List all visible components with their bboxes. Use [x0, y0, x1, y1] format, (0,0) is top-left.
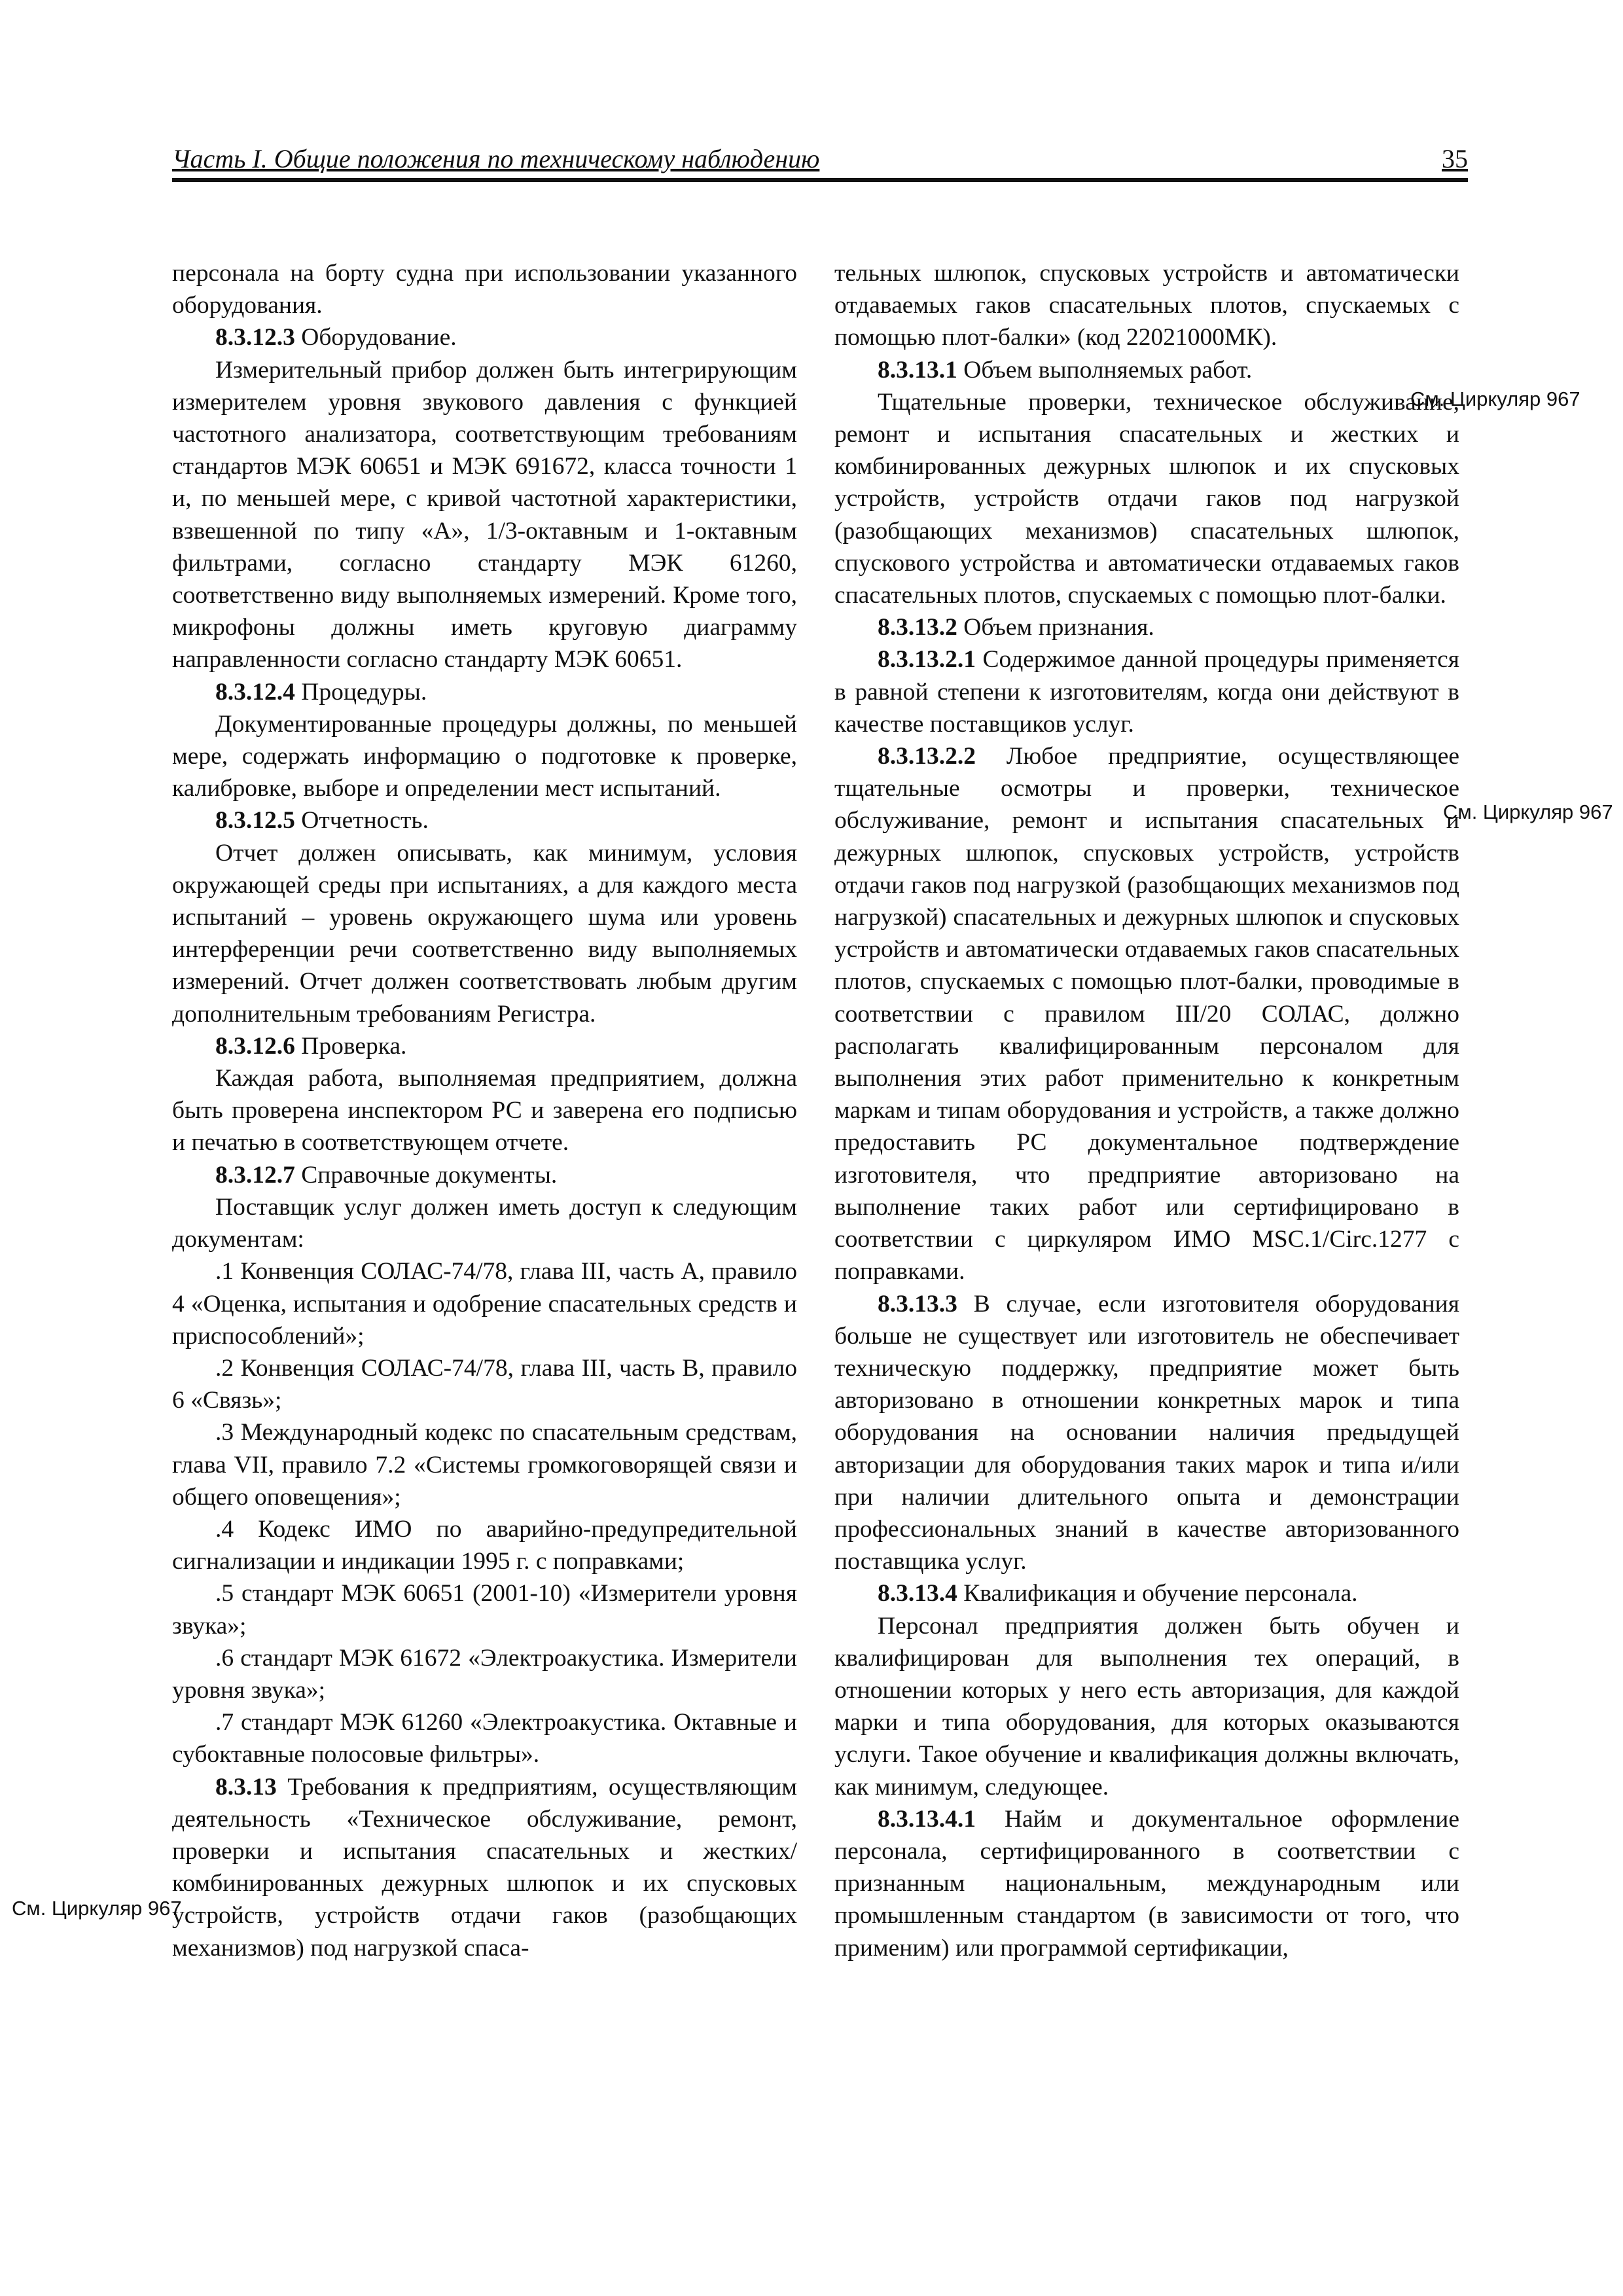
list-item: .4 Кодекс ИМО по аварийно-предупредительной сигнализации и индикации 1995 г. с поправками; [172, 1515, 797, 1575]
paragraph: Документированные процедуры должны, по меньшей мере, содержать информацию о подготовке к проверке, калибровке, выборе и определении мест испытаний. [172, 710, 797, 802]
running-header [172, 145, 1468, 182]
section-title: Требования к предприятиям, осуществляющим деятельность «Техническое обслуживание, ремонт, проверки и испытания спасательных и жестких/комбинированных дежурных шлюпок и их спусковых устройств, устройств отдачи гаков (разобщающих механизмов) под нагрузкой спаса- [172, 1773, 797, 1962]
section-number: 8.3.12.5 [215, 807, 295, 834]
section-title: Объем признания. [957, 614, 1154, 641]
margin-note-circular: См. Циркуляр 967 [1410, 387, 1580, 410]
paragraph: Тщательные проверки, техническое обслуживание, ремонт и испытания спасательных и жестких и комбинированных дежурных шлюпок и их спусковых устройств, устройств отдачи гаков под нагрузкой (разобщающих механизмов) спасательных шлюпок, спускового устройства и автоматически отдаваемых гаков спасательных плотов, спускаемых с помощью плот-балки. [834, 388, 1459, 609]
right-column [834, 257, 1459, 1964]
section-title: Квалификация и обучение персонала. [957, 1580, 1358, 1607]
section-heading-8-3-12-6 [172, 1030, 797, 1062]
section-text: В случае, если изготовителя оборудования больше не существует или изготовитель не обеспечивает техническую поддержку, предприятие может быть авторизовано в отношении конкретных марок и типа оборудования на основании наличия предыдущей авторизации для оборудования таких марок и типа и/или при наличии длительного опыта и демонстрации профессиональных знаний в качестве авторизованного поставщика услуг. [834, 1290, 1459, 1575]
section-title: Оборудование. [294, 324, 457, 351]
section-number: 8.3.12.4 [215, 678, 295, 706]
list-item: .7 стандарт МЭК 61260 «Электроакустика. Октавные и субоктавные полосовые фильтры». [172, 1709, 797, 1768]
list-item: .3 Международный кодекс по спасательным средствам, глава VII, правило 7.2 «Системы громкоговорящей связи и общего оповещения»; [172, 1419, 797, 1511]
section-heading-8-3-12-5 [172, 804, 797, 836]
section-text: Любое предприятие, осуществляющее тщательные осмотры и проверки, техническое обслуживание, ремонт и испытания спасательных и дежурных шлюпок, спусковых устройств, устройств отдачи гаков под нагрузкой (разобщающих механизмов под нагрузкой) спасательных и дежурных шлюпок и спусковых устройств и автоматически отдаваемых гаков спасательных плотов, спускаемых с помощью плот-балки, проводимые в соответствии с правилом III/20 СОЛАС, должно располагать квалифицированным персоналом для выполнения этих работ применительно к конкретным маркам и типам оборудования и устройств, а также должно предоставить РС документальное подтверждение изготовителя, что предприятие авторизовано на выполнение таких работ или сертифицировано в соответствии с циркуляром ИМО MSC.1/Circ.1277 с поправками. [834, 743, 1459, 1285]
list-item: .6 стандарт МЭК 61672 «Электроакустика. Измерители уровня звука»; [172, 1644, 797, 1704]
left-column [172, 257, 797, 1964]
paragraph: Измерительный прибор должен быть интегрирующим измерителем уровня звукового давления с функцией частотного анализатора, соответствующим требованиям стандартов МЭК 60651 и МЭК 691672, класса точности 1 и, по меньшей мере, с кривой частотной характеристики, взвешенной по типу «А», 1/3-октавным и 1-октавным фильтрами, согласно стандарту МЭК 61260, соответственно виду выполняемых измерений. Кроме того, микрофоны должны иметь круговую диаграмму направленности согласно стандарту МЭК 60651. [172, 356, 797, 673]
section-title: Объем выполняемых работ. [957, 356, 1253, 384]
section-number: 8.3.13.1 [878, 356, 957, 384]
section-heading-8-3-12-4 [172, 676, 797, 708]
section-number: 8.3.13.4 [878, 1580, 957, 1607]
section-paragraph-8-3-13-3 [834, 1288, 1459, 1578]
section-paragraph-8-3-13-2-2 [834, 740, 1459, 1287]
section-number: 8.3.13.2.1 [878, 646, 976, 673]
section-heading-8-3-13-1 [834, 354, 1459, 386]
section-paragraph-8-3-13-4-1 [834, 1803, 1459, 1964]
section-heading-8-3-12-7 [172, 1159, 797, 1191]
section-number: 8.3.13.3 [878, 1290, 957, 1318]
section-heading-8-3-12-3 [172, 321, 797, 353]
section-number: 8.3.13.4.1 [878, 1805, 976, 1833]
margin-note-circular: См. Циркуляр 967 [1443, 800, 1613, 823]
section-number: 8.3.12.6 [215, 1032, 295, 1060]
paragraph: Отчет должен описывать, как минимум, условия окружающей среды при испытаниях, а для каждого места испытаний – уровень окружающего шума или уровень интерференции речи соответственно виду выполняемых измерений. Отчет должен соответствовать любым другим дополнительным требованиям Регистра. [172, 839, 797, 1028]
section-number: 8.3.13.2 [878, 614, 957, 641]
margin-note-circular: См. Циркуляр 967 [12, 1897, 182, 1920]
paragraph: Поставщик услуг должен иметь доступ к следующим документам: [172, 1193, 797, 1253]
section-paragraph-8-3-13-2-1 [834, 643, 1459, 740]
list-item: .1 Конвенция СОЛАС-74/78, глава III, часть А, правило 4 «Оценка, испытания и одобрение спасательных средств и приспособлений»; [172, 1258, 797, 1350]
section-heading-8-3-13-4 [834, 1577, 1459, 1609]
paragraph: Каждая работа, выполняемая предприятием, должна быть проверена инспектором РС и заверена его подписью и печатью в соответствующем отчете. [172, 1065, 797, 1157]
section-number: 8.3.13.2.2 [878, 743, 976, 770]
section-heading-8-3-13-2 [834, 611, 1459, 643]
section-number: 8.3.12.7 [215, 1161, 295, 1189]
paragraph: Персонал предприятия должен быть обучен и квалифицирован для выполнения тех операций, в отношении которых у него есть авторизация, для каждой марки и типа оборудования, для которых оказываются услуги. Такое обучение и квалификация должны включать, как минимум, следующее. [834, 1612, 1459, 1801]
section-number: 8.3.12.3 [215, 324, 295, 351]
page-number: 35 [1442, 144, 1468, 173]
section-title: Отчетность. [294, 807, 429, 834]
section-heading-8-3-13 [172, 1771, 797, 1964]
section-number: 8.3.13 [215, 1773, 277, 1801]
paragraph: персонала на борту судна при использовании указанного оборудования. [172, 260, 797, 319]
paragraph: тельных шлюпок, спусковых устройств и автоматически отдаваемых гаков спасательных плотов, спускаемых с помощью плот-балки» (код 22021000МК). [834, 260, 1459, 351]
list-item: .2 Конвенция СОЛАС-74/78, глава III, часть В, правило 6 «Связь»; [172, 1354, 797, 1414]
section-title: Процедуры. [294, 678, 427, 706]
section-title: Справочные документы. [294, 1161, 558, 1189]
section-title: Проверка. [294, 1032, 407, 1060]
section-text: Найм и документальное оформление персонала, сертифицированного в соответствии с признанным национальным, международным или промышленным стандартом (в зависимости от того, что применим) или программой сертификации, [834, 1805, 1459, 1962]
list-item: .5 стандарт МЭК 60651 (2001-10) «Измерители уровня звука»; [172, 1580, 797, 1640]
header-title: Часть I. Общие положения по техническому наблюдению [172, 144, 820, 173]
section-text: Содержимое данной процедуры применяется в равной степени к изготовителям, когда они действуют в качестве поставщиков услуг. [834, 646, 1459, 738]
